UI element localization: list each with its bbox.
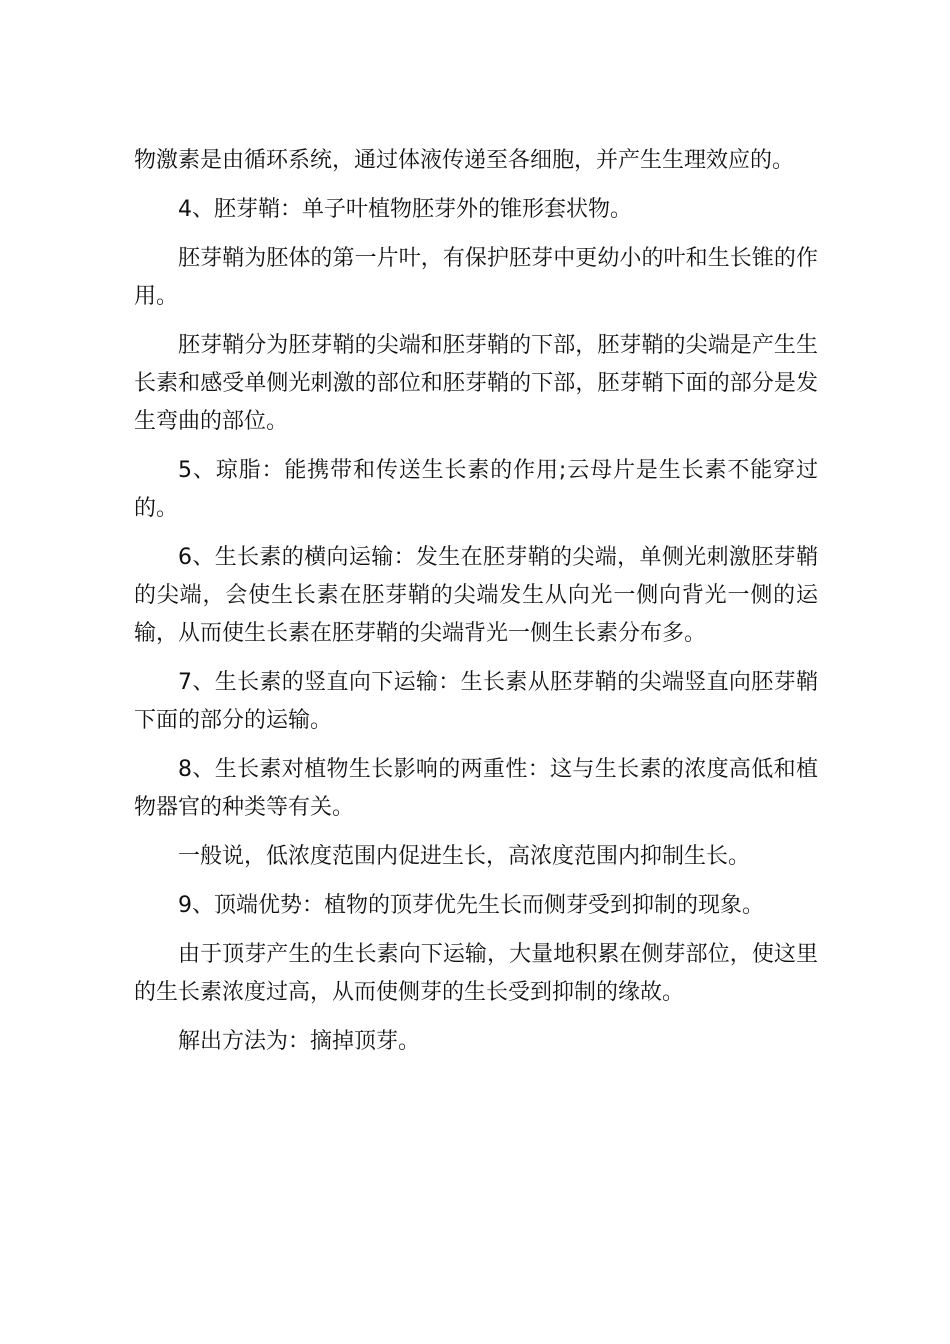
document-body — [134, 142, 818, 1072]
paragraph-item-8-detail: 一般说，低浓度范围内促进生长，高浓度范围内抑制生长。 — [178, 844, 751, 869]
paragraph-item-4-detail: 胚芽鞘为胚体的第一片叶，有保护胚芽中更幼小的叶和生长锥的作用。 — [134, 246, 818, 309]
paragraph-item-5: 5、琼脂：能携带和传送生长素的作用;云母片是生长素不能穿过的。 — [134, 458, 818, 521]
paragraph-item-9: 9、顶端优势：植物的顶芽优先生长而侧芽受到抑制的现象。 — [178, 893, 764, 918]
paragraph-item-7: 7、生长素的竖直向下运输：生长素从胚芽鞘的尖端竖直向胚芽鞘下面的部分的运输。 — [134, 670, 818, 733]
paragraph-item-4-parts: 胚芽鞘分为胚芽鞘的尖端和胚芽鞘的下部，胚芽鞘的尖端是产生生长素和感受单侧光刺激的部位和胚芽鞘的下部，胚芽鞘下面的部分是发生弯曲的部位。 — [134, 333, 818, 434]
paragraph-item-8: 8、生长素对植物生长影响的两重性：这与生长素的浓度高低和植物器官的种类等有关。 — [134, 757, 818, 820]
paragraph-item-9-reason: 由于顶芽产生的生长素向下运输，大量地积累在侧芽部位，使这里的生长素浓度过高，从而使侧芽的生长受到抑制的缘故。 — [134, 942, 818, 1005]
paragraph-item-6: 6、生长素的横向运输：发生在胚芽鞘的尖端，单侧光刺激胚芽鞘的尖端，会使生长素在胚芽鞘的尖端发生从向光一侧向背光一侧的运输，从而使生长素在胚芽鞘的尖端背光一侧生长素分布多。 — [134, 545, 818, 646]
paragraph-continuation: 物激素是由循环系统，通过体液传递至各细胞，并产生生理效应的。 — [134, 148, 795, 173]
paragraph-item-9-solution: 解出方法为：摘掉顶芽。 — [178, 1029, 421, 1054]
paragraph-item-4: 4、胚芽鞘：单子叶植物胚芽外的锥形套状物。 — [178, 197, 632, 222]
